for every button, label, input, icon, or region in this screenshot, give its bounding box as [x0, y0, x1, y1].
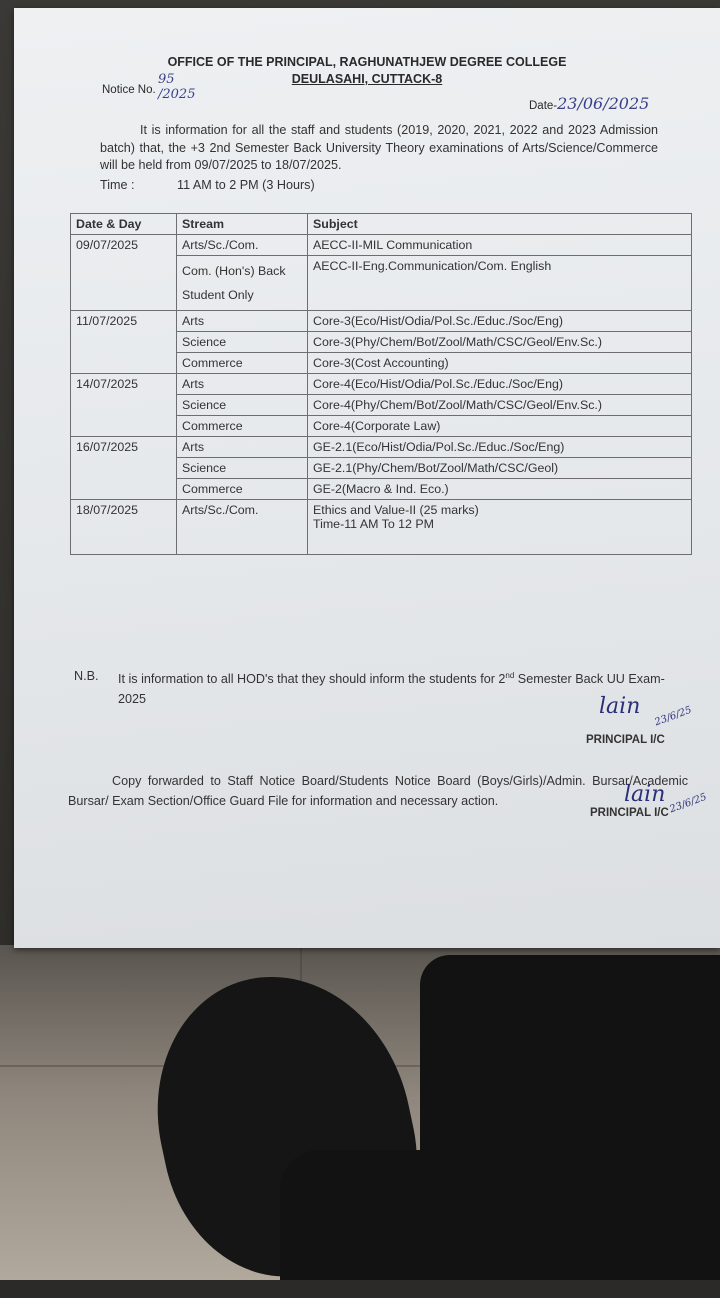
stream-cell: Commerce — [177, 479, 308, 500]
notice-number: Notice No. 95 /2025 — [102, 72, 196, 102]
signature-date-1: 23/6/25 — [653, 704, 694, 729]
subject-cell: AECC-II-MIL Communication — [308, 235, 692, 256]
table-row — [71, 416, 692, 437]
table-row — [71, 332, 692, 353]
table-row — [71, 353, 692, 374]
date-cell — [71, 479, 177, 500]
stream-cell: Com. (Hon's) Back Student Only — [177, 256, 308, 311]
table-row — [71, 311, 692, 332]
subject-cell: Core-4(Corporate Law) — [308, 416, 692, 437]
subject-cell — [308, 500, 692, 555]
principal-title-1: PRINCIPAL I/C — [586, 734, 665, 746]
subject-cell: Core-4(Eco/Hist/Odia/Pol.Sc./Educ./Soc/Eng) — [308, 374, 692, 395]
stream-cell: Commerce — [177, 353, 308, 374]
notice-paper — [14, 8, 720, 948]
table-row — [71, 437, 692, 458]
date-cell: 18/07/2025 — [71, 500, 177, 555]
column-header: Date & Day — [71, 214, 177, 235]
subject-cell: GE-2(Macro & Ind. Eco.) — [308, 479, 692, 500]
table-row — [71, 395, 692, 416]
stream-cell: Commerce — [177, 416, 308, 437]
copy-forwarded-paragraph: Copy forwarded to Staff Notice Board/Students Notice Board (Boys/Girls)/Admin. Bursar/Academic Bursar/ Exam Section/Office Guard File for information and necessary action. — [68, 774, 688, 808]
signature-date-2: 23/6/25 — [668, 791, 709, 816]
nb-text: It is information to all HOD's that they should inform the students for 2nd Semester Back UU Exam-2025 — [118, 671, 665, 707]
date-cell: 16/07/2025 — [71, 437, 177, 458]
date-cell: 14/07/2025 — [71, 374, 177, 395]
subject-cell: Core-3(Eco/Hist/Odia/Pol.Sc./Educ./Soc/Eng) — [308, 311, 692, 332]
table-header-row — [71, 214, 692, 235]
stream-cell: Arts — [177, 311, 308, 332]
date-cell — [71, 458, 177, 479]
table-row — [71, 500, 692, 555]
stream-cell: Arts/Sc./Com. — [177, 235, 308, 256]
date-cell — [71, 332, 177, 353]
subject-cell: Core-3(Cost Accounting) — [308, 353, 692, 374]
notice-date: Date-23/06/2025 — [529, 94, 650, 113]
stream-cell: Arts — [177, 374, 308, 395]
date-cell — [71, 256, 177, 311]
date-cell — [71, 395, 177, 416]
date-cell: 11/07/2025 — [71, 311, 177, 332]
table-row — [71, 374, 692, 395]
intro-paragraph: It is information for all the staff and students (2019, 2020, 2021, 2022 and 2023 Admission batch) that, the +3 2nd Semester Back University Theory examinations of Arts/Science/Commerce will be held from 09/07/2025 to 18/07/2025. — [100, 123, 658, 172]
office-title: OFFICE OF THE PRINCIPAL, RAGHUNATHJEW DEGREE COLLEGE — [167, 55, 567, 69]
table-row — [71, 458, 692, 479]
leg — [280, 1150, 480, 1280]
column-header: Stream — [177, 214, 308, 235]
principal-signature-1: lain — [599, 694, 641, 719]
date-cell: 09/07/2025 — [71, 235, 177, 256]
table-row — [71, 235, 692, 256]
principal-signature-2: lain — [624, 782, 666, 807]
stream-cell: Science — [177, 458, 308, 479]
table-row — [71, 256, 692, 311]
stream-cell: Arts — [177, 437, 308, 458]
subject-time: Time-11 AM To 12 PM — [313, 517, 434, 531]
exam-schedule-table — [70, 213, 692, 555]
subject-cell: GE-2.1(Eco/Hist/Odia/Pol.Sc./Educ./Soc/Eng) — [308, 437, 692, 458]
date-cell — [71, 416, 177, 437]
table-row — [71, 479, 692, 500]
subject-line: Ethics and Value-II (25 marks) — [313, 503, 479, 517]
subject-cell: Core-4(Phy/Chem/Bot/Zool/Math/CSC/Geol/Env.Sc.) — [308, 395, 692, 416]
stream-cell: Science — [177, 332, 308, 353]
stream-cell: Science — [177, 395, 308, 416]
subject-cell: AECC-II-Eng.Communication/Com. English — [308, 256, 692, 311]
subject-cell: GE-2.1(Phy/Chem/Bot/Zool/Math/CSC/Geol) — [308, 458, 692, 479]
principal-title-2: PRINCIPAL I/C — [590, 807, 669, 819]
subject-cell: Core-3(Phy/Chem/Bot/Zool/Math/CSC/Geol/Env.Sc.) — [308, 332, 692, 353]
handwritten-number: 95 — [158, 72, 175, 87]
date-cell — [71, 353, 177, 374]
office-address: DEULASAHI, CUTTACK-8 — [291, 72, 443, 86]
nb-label: N.B. — [74, 669, 99, 683]
column-header: Subject — [308, 214, 692, 235]
notice-year: /2025 — [158, 87, 196, 102]
stream-cell: Arts/Sc./Com. — [177, 500, 308, 555]
exam-time: Time : 11 AM to 2 PM (3 Hours) — [100, 178, 315, 192]
